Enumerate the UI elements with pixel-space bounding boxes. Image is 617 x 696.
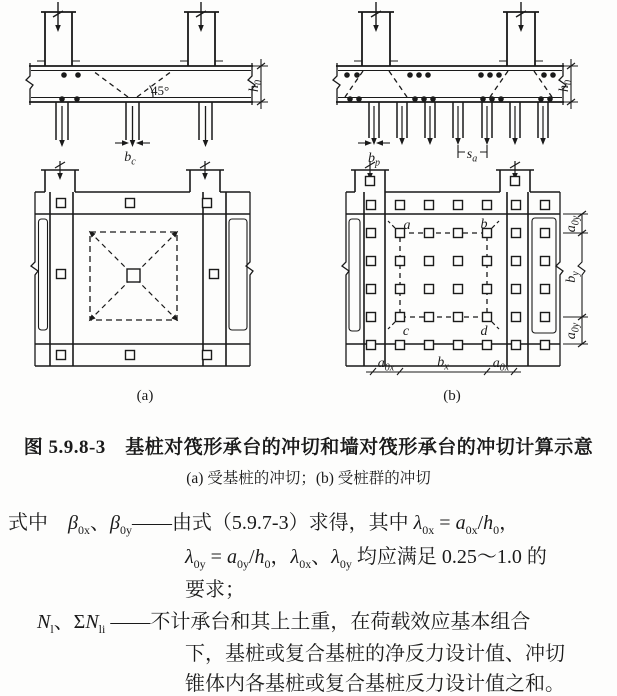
formula-line: 式中 $\beta_{0x}$、$\beta_{0y}——$由式（5.9.7-3）求得，其中 $\lambda_{0x} = a_{0x}/h_0$，	[8, 512, 520, 537]
formula-line: $N_l$、$\Sigma N_{li}$ ——不计承台和其上土重，在荷载效应基本组合	[37, 611, 531, 636]
formula-line: 下，基桩或复合基桩的净反力设计值、冲切	[185, 643, 565, 665]
figure-caption: 图 5.9.8-3 基桩对筏形承台的冲切和墙对筏形承台的冲切计算示意	[23, 437, 594, 458]
dim-label-sa: $s_a$	[466, 147, 478, 165]
dim-label-bc: $b_c$	[124, 150, 136, 168]
dim-label-a0x-left: $a_{0x}$	[377, 356, 395, 374]
dim-label-a0y-bottom: $a_{0y}$	[564, 322, 582, 340]
dim-label-a0y-top: $a_{0y}$	[564, 215, 582, 233]
plan-a	[31, 161, 253, 366]
dim-label-bx: $b_x$	[437, 355, 449, 373]
corner-c-label: c	[402, 324, 410, 339]
figure-subcaption: (a) 受基桩的冲切；(b) 受桩群的冲切	[186, 470, 431, 487]
formula-line: $\lambda_{0y} = a_{0y}/h_0$，$\lambda_{0x}$、$\lambda_{0y}$ 均应满足 0.25～1.0 的	[185, 546, 547, 571]
dim-label-h0-a: $h_0$	[247, 80, 265, 92]
formula-line: 锥体内各基桩或复合基桩反力设计值之和。	[185, 673, 565, 695]
corner-d-label: d	[480, 324, 488, 339]
dim-label-h0-b: $h_0$	[557, 80, 575, 92]
figure-label-b: (b)	[443, 388, 461, 404]
figure-label-a: (a)	[136, 388, 154, 404]
angle-45-label: 45°	[151, 83, 170, 98]
plan-b	[342, 161, 588, 375]
section-a	[26, 2, 268, 143]
dim-label-bp: $b_p$	[368, 151, 380, 169]
section-b	[333, 2, 578, 158]
corner-b-label: b	[480, 217, 488, 232]
formula-line: 要求；	[185, 579, 245, 601]
dim-label-a0x-right: $a_{0x}$	[492, 356, 510, 374]
corner-a-label: a	[403, 218, 411, 233]
dim-label-by: $b_y$	[564, 271, 582, 283]
